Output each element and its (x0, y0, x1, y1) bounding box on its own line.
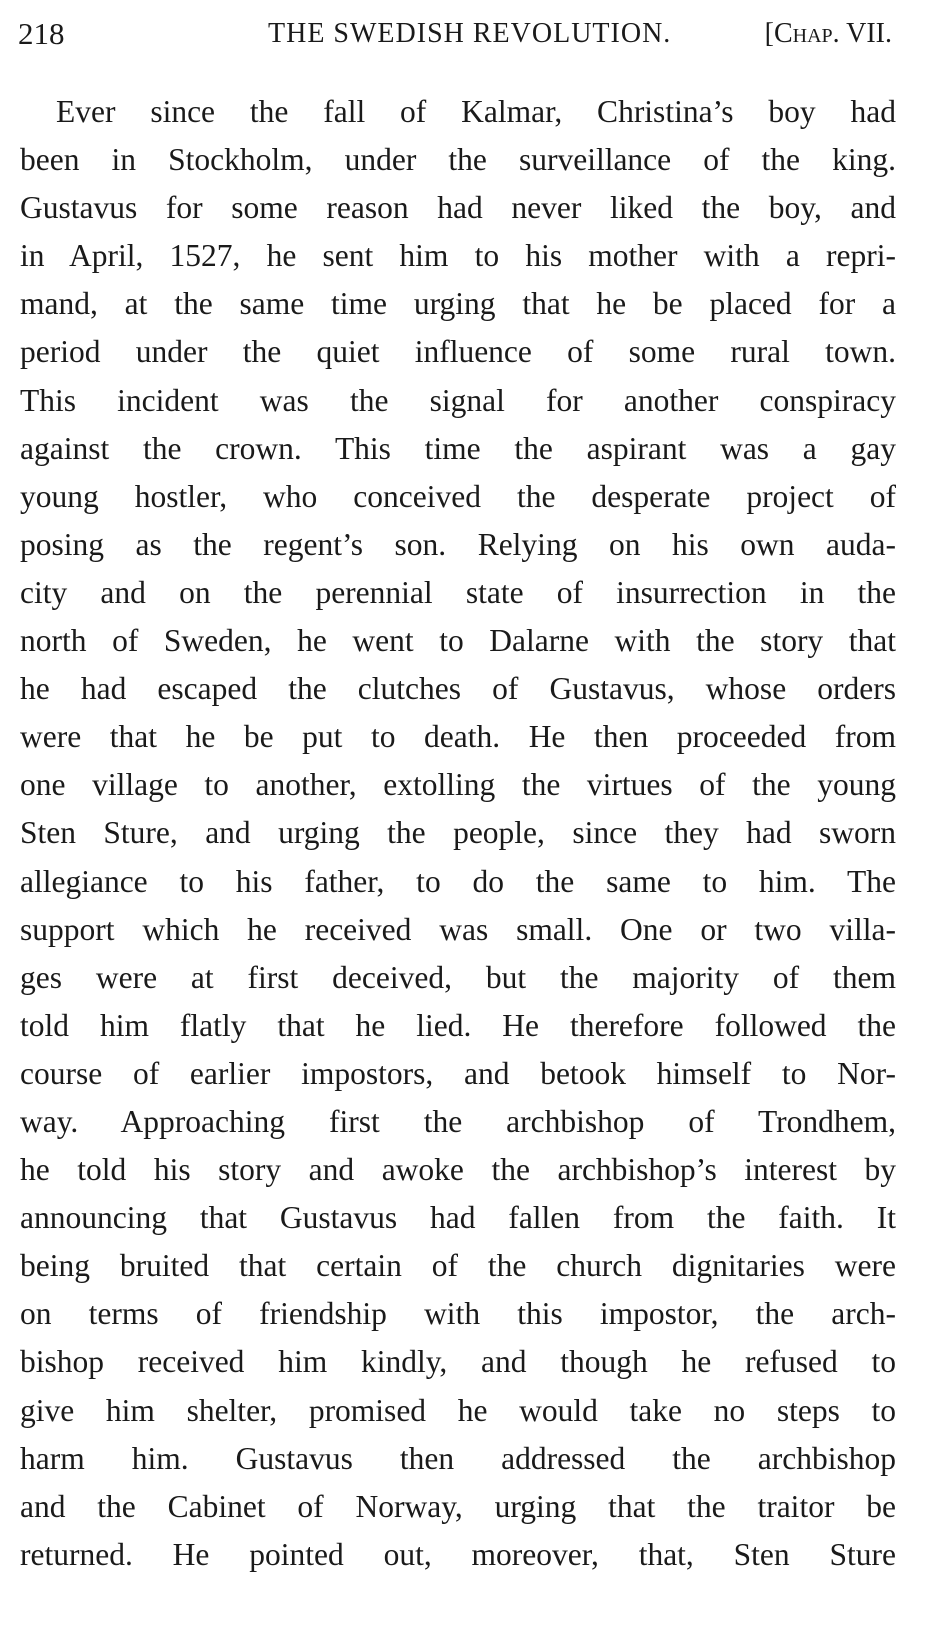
text-line: support which he received was small. One or two villa- (20, 911, 896, 947)
text-line: Ever since the fall of Kalmar, Christina’s boy had (56, 94, 896, 129)
text-line: been in Stockholm, under the surveillance of the king. (20, 142, 896, 178)
text-line: Sten Sture, and urging the people, since they had sworn (20, 815, 896, 851)
body-paragraph (20, 88, 896, 1579)
text-line: in April, 1527, he sent him to his mother with a repri- (20, 238, 896, 274)
text-line: harm him. Gustavus then addressed the archbishop (20, 1440, 896, 1476)
text-line: way. Approaching first the archbishop of Trondhem, (20, 1103, 896, 1139)
text-line: against the crown. This time the aspirant was a gay (20, 430, 896, 466)
chapter-reference: [Chap. VII. (764, 18, 892, 49)
text-line: give him shelter, promised he would take no steps to (20, 1392, 896, 1428)
text-line: told him flatly that he lied. He therefore followed the (20, 1007, 896, 1043)
running-title: THE SWEDISH REVOLUTION. (268, 18, 672, 49)
page-number: 218 (18, 16, 65, 51)
text-line: This incident was the signal for another conspiracy (20, 382, 896, 418)
text-line: and the Cabinet of Norway, urging that the traitor be (20, 1488, 896, 1524)
text-line: on terms of friendship with this impostor, the arch- (20, 1296, 896, 1332)
text-line: one village to another, extolling the virtues of the young (20, 767, 896, 803)
text-line: Gustavus for some reason had never liked the boy, and (20, 190, 896, 226)
text-line: he told his story and awoke the archbishop’s interest by (20, 1152, 896, 1188)
text-line: ges were at first deceived, but the majority of them (20, 959, 896, 995)
text-line: posing as the regent’s son. Relying on his own auda- (20, 526, 896, 562)
text-line: course of earlier impostors, and betook himself to Nor- (20, 1055, 896, 1091)
text-line: being bruited that certain of the church dignitaries were (20, 1248, 896, 1284)
text-line: announcing that Gustavus had fallen from the faith. It (20, 1200, 896, 1236)
text-line: period under the quiet influence of some rural town. (20, 334, 896, 370)
text-line: city and on the perennial state of insurrection in the (20, 574, 896, 610)
text-line: north of Sweden, he went to Dalarne with the story that (20, 623, 896, 659)
text-line: young hostler, who conceived the desperate project of (20, 478, 896, 514)
text-line: allegiance to his father, to do the same to him. The (20, 863, 896, 899)
text-line: bishop received him kindly, and though he refused to (20, 1344, 896, 1380)
text-line: were that he be put to death. He then proceeded from (20, 719, 896, 755)
running-head (18, 14, 898, 54)
text-line: he had escaped the clutches of Gustavus, whose orders (20, 671, 896, 707)
text-line: returned. He pointed out, moreover, that, Sten Sture (20, 1536, 896, 1572)
text-line: mand, at the same time urging that he be placed for a (20, 286, 896, 322)
